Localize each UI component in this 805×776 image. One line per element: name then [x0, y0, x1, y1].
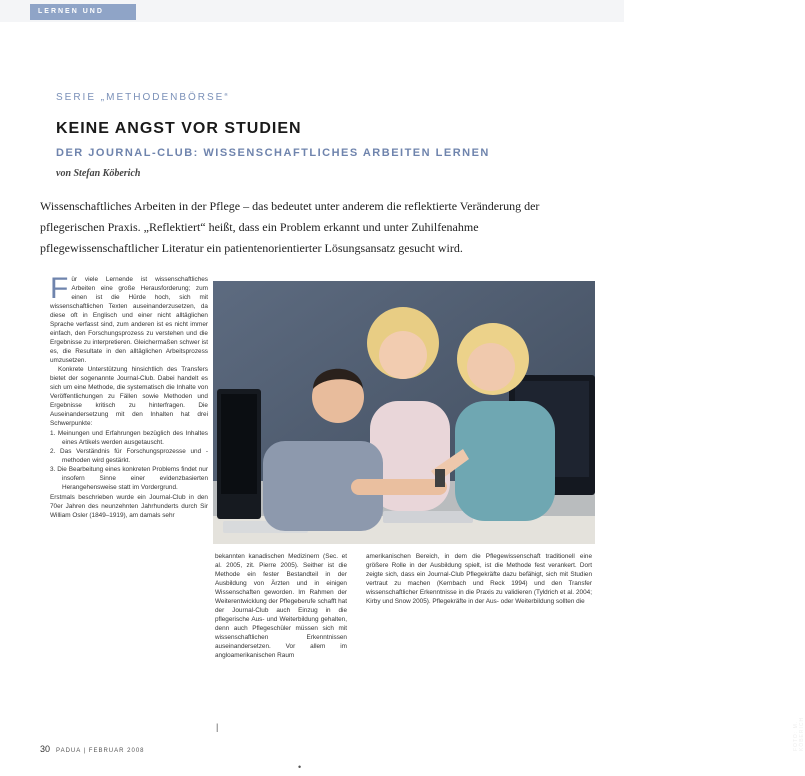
drop-cap: F [50, 272, 69, 305]
series-label: SERIE „METHODENBÖRSE“ [56, 92, 230, 103]
author-byline: von Stefan Köberich [56, 168, 141, 179]
lead-paragraph: Wissenschaftliches Arbeiten in der Pflege – das bedeutet unter anderem die reflektierte Veränderung der pflegerischen Praxis. „Reflektiert“ heißt, dass ein Problem erkannt und unter Zuhilfenahme pflegewissenschaftlicher Literatur ein patientenorientierter Lösungsansatz gesucht wird. [40, 199, 540, 255]
first-paragraph [50, 272, 208, 365]
body-column-2: bekannten kanadischen Medizinern (Sec. et al. 2005, zit. Pierre 2005). Seither ist die Methode ein fester Bestandteil in der Ausbildung von Ärzten und in einigen Wissenschaften geworden. Im Rahmen der Weiterentwicklung der Pflegeberufe schafft hat der Journal-Club auch Einzug in die pflegerische Aus- und Weiterbildung gehalten, denn auch Pflegeschüler müssen sich mit wissenschaftlichen Erkenntnissen auseinandersetzen. Vor allem im angloamerikanischen Raum [215, 553, 347, 659]
list-item: 2. Das Verständnis für Forschungsprozesse und -methoden wird gestärkt. [50, 448, 208, 464]
crop-mark: • [298, 762, 302, 772]
body-column-3: amerikanischen Bereich, in dem die Pflegewissenschaft traditionell eine größere Rolle in der Ausbildung spielt, ist die Methode fest verankert. Dort zeigte sich, dass ein Journal-Club Pflegekräfte dazu befähigt, sich mit Studien vertraut zu machen (Kernbach und Reck 1994) und den Transfer wissenschaftlicher Erkenntnisse in die Praxis zu validieren (Tyldrich et al. 2004; Kirby und Snow 2005). Pflegekräfte in der Aus- oder Weiterbildung sollten die [366, 553, 592, 605]
article-subtitle: DER JOURNAL-CLUB: WISSENSCHAFTLICHES ARBEITEN LERNEN [56, 147, 490, 159]
list-item: 3. Die Bearbeitung eines konkreten Problems findet nur insofern Sinne einer evidenzbasierten Herangehensweise statt im Vordergrund. [50, 466, 208, 491]
numbered-list [50, 429, 208, 492]
paragraph: Konkrete Unterstützung hinsichtlich des Transfers bietet der sogenannte Journal-Club. Dabei handelt es sich um eine Methode, die systematisch die Inhalte von Veröffentlichungen zu Fällen sowie Methoden und Ergebnisse kritisch zu hinterfragen. Die Auseinandersetzung mit den Inhalten hat drei Schwerpunkte: [50, 366, 208, 427]
photo-credit: FOTO: M. KÖBERICH [793, 716, 805, 751]
photo-illustration [213, 281, 595, 544]
top-banner [0, 0, 624, 31]
page-footer [40, 744, 145, 754]
article-title: KEINE ANGST VOR STUDIEN [56, 120, 302, 137]
body-column-1 [50, 272, 208, 520]
crop-mark: | [216, 722, 219, 732]
page-number: 30 [40, 744, 51, 754]
paragraph: Erstmals beschrieben wurde ein Journal-Club in den 70er Jahren des neunzehnten Jahrhunderts durch Sir William Osler (1849–1919), am damals sehr [50, 494, 208, 519]
section-tab: LERNEN UND LEHREN [30, 4, 136, 20]
list-item: 1. Meinungen und Erfahrungen bezüglich des Inhaltes eines Artikels werden ausgetauscht. [50, 430, 208, 446]
issue-info: PADUA | FEBRUAR 2008 [56, 748, 145, 754]
paragraph-text: ür viele Lernende ist wissenschaftliches Arbeiten eine große Herausforderung; zum einen ist die Hürde hoch, sich mit wissenschaftlichen Texten auseinanderzusetzen, da diese oft in Englisch und einer nicht alltäglichen Sprache verfasst sind, zum anderen ist es nicht immer einfach, den Forschungsprozess zu verstehen und die Ergebnisse zu interpretieren. Gleichermaßen schwer ist es, die Resultate in den alltäglichen Arbeitsprozess umzusetzen. [50, 276, 208, 364]
